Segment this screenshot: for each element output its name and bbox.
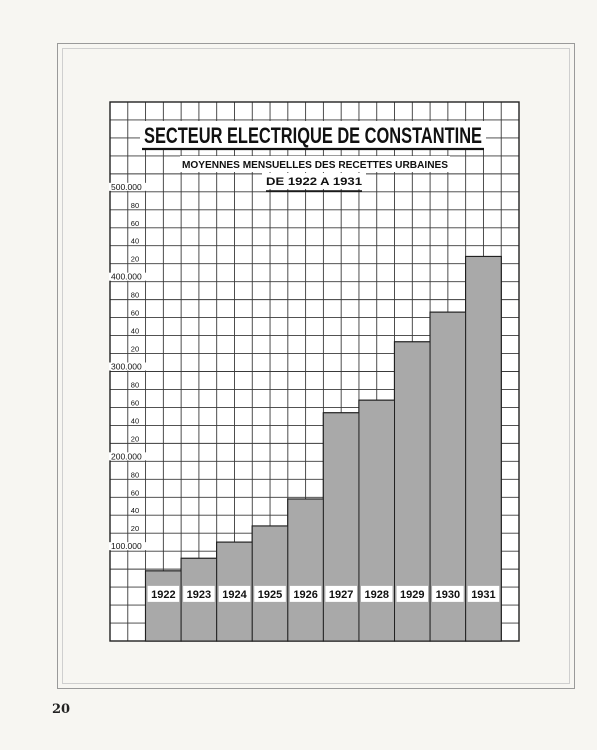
ytick-label: 500.000 [111,181,142,192]
ytick-label: 100.000 [111,541,142,552]
xlabel-1926: 1926 [293,588,318,601]
bar-1925 [252,526,288,641]
xlabel-1925: 1925 [257,588,283,601]
ytick-label: 40 [130,236,140,246]
xlabel-1924: 1924 [222,588,247,601]
bar-1931 [466,257,502,641]
xlabel-1929: 1929 [400,588,425,601]
ytick-label: 40 [130,326,140,336]
bar-1927 [323,413,359,641]
xlabel-1922: 1922 [151,588,176,601]
ytick-label: 60 [130,398,140,408]
ytick-label: 40 [130,506,140,516]
bar-1928 [359,400,395,641]
ytick-label: 60 [130,308,140,318]
xlabel-1927: 1927 [328,588,354,601]
ytick-label: 40 [130,416,140,426]
bar-1926 [288,499,324,641]
xlabel-1928: 1928 [364,588,389,601]
ytick-label: 80 [130,290,140,300]
chart-subtitle-line2: DE 1922 A 1931 [266,176,362,188]
xlabel-1931: 1931 [471,588,496,601]
ytick-label: 80 [130,200,140,210]
ytick-label: 20 [130,434,140,444]
ytick-label: 60 [130,218,140,228]
xlabel-1923: 1923 [186,588,212,601]
ytick-label: 300.000 [111,361,142,372]
bar-1922 [146,571,182,641]
ytick-label: 20 [130,344,140,354]
page-number: 20 [52,702,71,717]
ytick-label: 20 [130,254,140,264]
ytick-label: 80 [130,380,140,390]
ytick-label: 60 [130,488,140,498]
chart-subtitle-line1: MOYENNES MENSUELLES DES RECETTES URBAINES [182,159,448,171]
ytick-label: 400.000 [111,271,142,282]
chart-title: SECTEUR ELECTRIQUE DE CONSTANTINE [144,123,482,148]
ytick-label: 20 [130,524,140,534]
ytick-label: 80 [130,470,140,480]
ytick-label: 200.000 [111,451,142,462]
xlabel-1930: 1930 [435,588,461,601]
